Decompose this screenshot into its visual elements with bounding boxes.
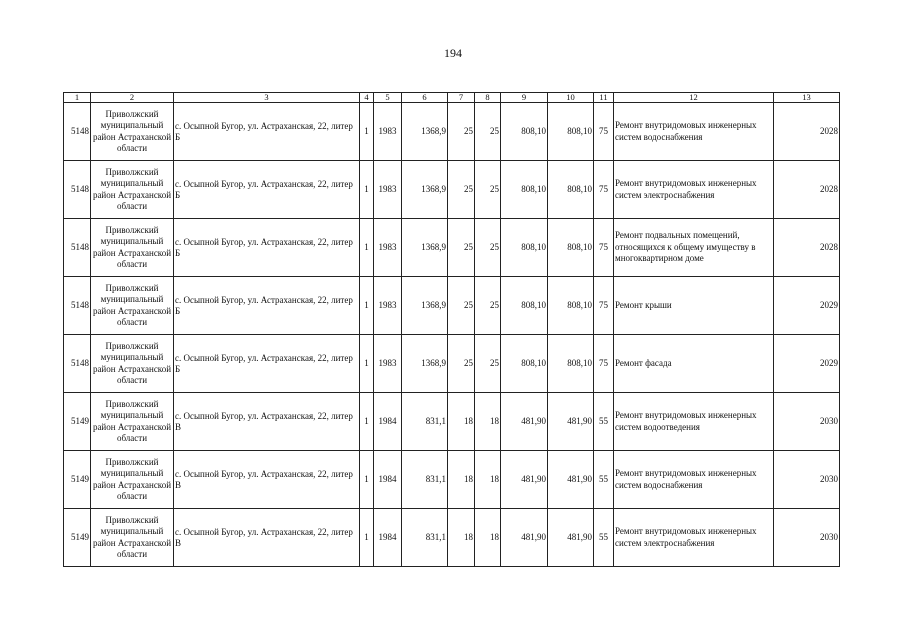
column-header: 13 [774, 93, 840, 103]
column-4-cell: 1 [360, 335, 374, 393]
address-cell: с. Осыпной Бугор, ул. Астраханская, 22, литер Б [174, 161, 360, 219]
year-cell: 1983 [374, 219, 402, 277]
work-type-cell: Ремонт внутридомовых инженерных систем электроснабжения [614, 509, 774, 567]
column-header: 6 [402, 93, 448, 103]
column-8-cell: 25 [475, 277, 501, 335]
column-9-cell: 808,10 [501, 335, 548, 393]
district-cell: Приволжский муниципальный район Астраханской области [91, 451, 174, 509]
area-cell: 831,1 [402, 393, 448, 451]
column-10-cell: 808,10 [548, 277, 594, 335]
column-header: 5 [374, 93, 402, 103]
column-9-cell: 481,90 [501, 509, 548, 567]
area-cell: 1368,9 [402, 335, 448, 393]
work-type-cell: Ремонт внутридомовых инженерных систем электроснабжения [614, 161, 774, 219]
area-cell: 1368,9 [402, 277, 448, 335]
column-4-cell: 1 [360, 277, 374, 335]
address-cell: с. Осыпной Бугор, ул. Астраханская, 22, литер В [174, 451, 360, 509]
address-cell: с. Осыпной Бугор, ул. Астраханская, 22, литер В [174, 509, 360, 567]
column-10-cell: 808,10 [548, 335, 594, 393]
column-11-cell: 75 [594, 219, 614, 277]
column-7-cell: 25 [448, 161, 475, 219]
capital-repair-table [63, 92, 840, 567]
column-9-cell: 808,10 [501, 161, 548, 219]
district-cell: Приволжский муниципальный район Астраханской области [91, 161, 174, 219]
column-4-cell: 1 [360, 161, 374, 219]
area-cell: 1368,9 [402, 103, 448, 161]
address-cell: с. Осыпной Бугор, ул. Астраханская, 22, литер Б [174, 103, 360, 161]
column-10-cell: 808,10 [548, 219, 594, 277]
column-header: 9 [501, 93, 548, 103]
work-type-cell: Ремонт фасада [614, 335, 774, 393]
column-11-cell: 55 [594, 509, 614, 567]
table-row [64, 103, 840, 161]
district-cell: Приволжский муниципальный район Астраханской области [91, 393, 174, 451]
column-9-cell: 481,90 [501, 451, 548, 509]
column-9-cell: 808,10 [501, 219, 548, 277]
page-number: 194 [444, 46, 462, 60]
column-11-cell: 75 [594, 335, 614, 393]
column-7-cell: 25 [448, 335, 475, 393]
object-id-cell: 5149 [64, 509, 91, 567]
work-type-cell: Ремонт внутридомовых инженерных систем водоснабжения [614, 103, 774, 161]
column-9-cell: 808,10 [501, 103, 548, 161]
column-4-cell: 1 [360, 509, 374, 567]
column-8-cell: 25 [475, 335, 501, 393]
table-row [64, 451, 840, 509]
column-11-cell: 75 [594, 103, 614, 161]
table-row [64, 161, 840, 219]
object-id-cell: 5149 [64, 451, 91, 509]
column-9-cell: 808,10 [501, 277, 548, 335]
column-10-cell: 481,90 [548, 509, 594, 567]
column-header: 4 [360, 93, 374, 103]
column-header: 7 [448, 93, 475, 103]
district-cell: Приволжский муниципальный район Астраханской области [91, 103, 174, 161]
column-header: 10 [548, 93, 594, 103]
district-cell: Приволжский муниципальный район Астраханской области [91, 335, 174, 393]
work-type-cell: Ремонт подвальных помещений, относящихся к общему имуществу в многоквартирном доме [614, 219, 774, 277]
column-4-cell: 1 [360, 103, 374, 161]
plan-year-cell: 2029 [774, 335, 840, 393]
area-cell: 831,1 [402, 451, 448, 509]
column-header: 8 [475, 93, 501, 103]
year-cell: 1984 [374, 509, 402, 567]
object-id-cell: 5148 [64, 277, 91, 335]
column-8-cell: 25 [475, 219, 501, 277]
area-cell: 831,1 [402, 509, 448, 567]
year-cell: 1983 [374, 103, 402, 161]
column-header: 1 [64, 93, 91, 103]
plan-year-cell: 2029 [774, 277, 840, 335]
column-7-cell: 18 [448, 509, 475, 567]
work-type-cell: Ремонт внутридомовых инженерных систем водоотведения [614, 393, 774, 451]
column-7-cell: 18 [448, 393, 475, 451]
year-cell: 1984 [374, 393, 402, 451]
work-type-cell: Ремонт крыши [614, 277, 774, 335]
object-id-cell: 5149 [64, 393, 91, 451]
column-11-cell: 75 [594, 161, 614, 219]
column-9-cell: 481,90 [501, 393, 548, 451]
object-id-cell: 5148 [64, 335, 91, 393]
column-8-cell: 18 [475, 393, 501, 451]
column-4-cell: 1 [360, 219, 374, 277]
column-11-cell: 75 [594, 277, 614, 335]
district-cell: Приволжский муниципальный район Астраханской области [91, 277, 174, 335]
plan-year-cell: 2028 [774, 103, 840, 161]
column-8-cell: 18 [475, 509, 501, 567]
plan-year-cell: 2030 [774, 393, 840, 451]
column-header: 3 [174, 93, 360, 103]
work-type-cell: Ремонт внутридомовых инженерных систем водоснабжения [614, 451, 774, 509]
column-7-cell: 25 [448, 219, 475, 277]
year-cell: 1983 [374, 161, 402, 219]
object-id-cell: 5148 [64, 161, 91, 219]
column-10-cell: 481,90 [548, 393, 594, 451]
district-cell: Приволжский муниципальный район Астраханской области [91, 509, 174, 567]
column-7-cell: 25 [448, 103, 475, 161]
plan-year-cell: 2030 [774, 451, 840, 509]
table-row [64, 335, 840, 393]
address-cell: с. Осыпной Бугор, ул. Астраханская, 22, литер Б [174, 277, 360, 335]
column-7-cell: 18 [448, 451, 475, 509]
table-row [64, 219, 840, 277]
year-cell: 1984 [374, 451, 402, 509]
column-header: 12 [614, 93, 774, 103]
column-4-cell: 1 [360, 451, 374, 509]
column-10-cell: 481,90 [548, 451, 594, 509]
area-cell: 1368,9 [402, 219, 448, 277]
column-11-cell: 55 [594, 451, 614, 509]
area-cell: 1368,9 [402, 161, 448, 219]
table-row [64, 393, 840, 451]
object-id-cell: 5148 [64, 103, 91, 161]
year-cell: 1983 [374, 335, 402, 393]
address-cell: с. Осыпной Бугор, ул. Астраханская, 22, литер Б [174, 219, 360, 277]
year-cell: 1983 [374, 277, 402, 335]
district-cell: Приволжский муниципальный район Астраханской области [91, 219, 174, 277]
address-cell: с. Осыпной Бугор, ул. Астраханская, 22, литер В [174, 393, 360, 451]
object-id-cell: 5148 [64, 219, 91, 277]
plan-year-cell: 2030 [774, 509, 840, 567]
plan-year-cell: 2028 [774, 219, 840, 277]
column-8-cell: 25 [475, 161, 501, 219]
column-11-cell: 55 [594, 393, 614, 451]
table-row [64, 509, 840, 567]
column-8-cell: 18 [475, 451, 501, 509]
column-header: 11 [594, 93, 614, 103]
column-10-cell: 808,10 [548, 161, 594, 219]
column-7-cell: 25 [448, 277, 475, 335]
column-4-cell: 1 [360, 393, 374, 451]
table-row [64, 277, 840, 335]
address-cell: с. Осыпной Бугор, ул. Астраханская, 22, литер Б [174, 335, 360, 393]
column-8-cell: 25 [475, 103, 501, 161]
header-row [64, 93, 840, 103]
column-10-cell: 808,10 [548, 103, 594, 161]
plan-year-cell: 2028 [774, 161, 840, 219]
column-header: 2 [91, 93, 174, 103]
